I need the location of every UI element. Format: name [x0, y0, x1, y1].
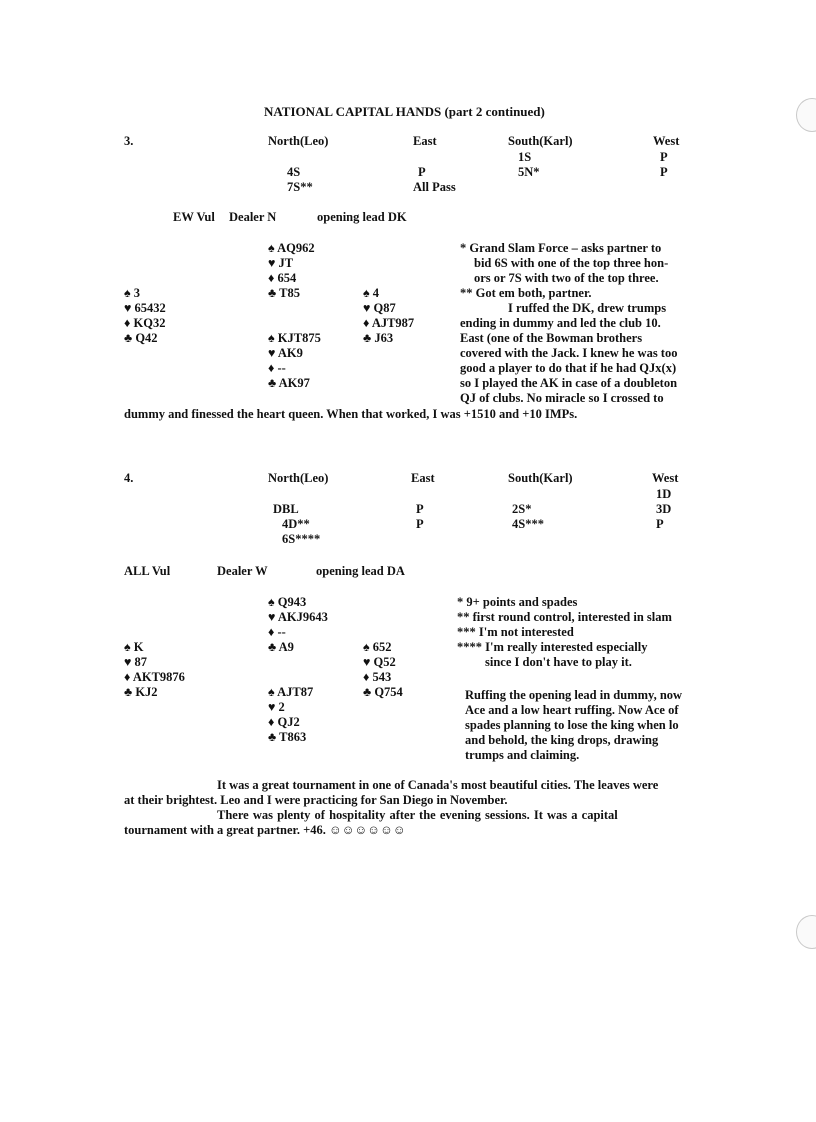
hand-3-dealer: Dealer N: [229, 210, 277, 224]
closing-paragraph-1-line-2: at their brightest. Leo and I were practicing for San Diego in November.: [124, 793, 508, 807]
hand-3-east-spades: ♠ 4: [363, 286, 380, 300]
hand-4-dealer: Dealer W: [217, 564, 268, 578]
hand-4-number: 4.: [124, 471, 134, 485]
hand-3-east-clubs: ♣ J63: [363, 331, 394, 345]
hand-3-bid-r2-south: 5N*: [518, 165, 540, 179]
hand-4-bid-r2-west: 3D: [656, 502, 672, 516]
hand-3-north-hearts: ♥ JT: [268, 256, 294, 270]
hand-3-north-clubs: ♣ T85: [268, 286, 300, 300]
hand-4-bid-r3-north: 4D**: [282, 517, 310, 531]
hand-4-bid-r3-south: 4S***: [512, 517, 544, 531]
hand-4-note-5: since I don't have to play it.: [485, 655, 632, 669]
hand-3-commentary-6: so I played the AK in case of a doubleton: [460, 376, 678, 390]
hand-3-bid-r1-west: P: [660, 150, 668, 164]
hand-4-east-clubs: ♣ Q754: [363, 685, 403, 699]
hand-4-commentary-4: and behold, the king drops, drawing: [465, 733, 659, 747]
hand-4-opening-lead: opening lead DA: [316, 564, 405, 578]
hand-3-bid-r2-west: P: [660, 165, 668, 179]
hand-4-south-clubs: ♣ T863: [268, 730, 307, 744]
hand-3-north-spades: ♠ AQ962: [268, 241, 315, 255]
hand-3-commentary-1: I ruffed the DK, drew trumps: [508, 301, 667, 315]
hand-4-east-hearts: ♥ Q52: [363, 655, 396, 669]
hand-3-header-north: North(Leo): [268, 134, 329, 148]
closing-paragraph-2-line-2: tournament with a great partner. +46. ☺☺☺☺☺☺: [124, 823, 406, 837]
closing-paragraph-1-line-1: It was a great tournament in one of Canada's most beautiful cities. The leaves were: [217, 778, 659, 792]
hand-3-note-1: * Grand Slam Force – asks partner to: [460, 241, 662, 255]
hand-3-south-clubs: ♣ AK97: [268, 376, 310, 390]
hand-4-note-3: *** I'm not interested: [457, 625, 574, 639]
hand-4-west-diamonds: ♦ AKT9876: [124, 670, 185, 684]
hand-3-number: 3.: [124, 134, 134, 148]
hand-3-commentary-3: East (one of the Bowman brothers: [460, 331, 643, 345]
hand-4-note-4: **** I'm really interested especially: [457, 640, 648, 654]
hand-3-header-south: South(Karl): [508, 134, 573, 148]
hand-4-vulnerability: ALL Vul: [124, 564, 171, 578]
hand-3-note-3: ors or 7S with two of the top three.: [474, 271, 659, 285]
hand-3-vulnerability: EW Vul: [173, 210, 215, 224]
hand-4-header-south: South(Karl): [508, 471, 573, 485]
hand-4-north-hearts: ♥ AKJ9643: [268, 610, 328, 624]
hand-3-bid-r3-east: All Pass: [413, 180, 456, 194]
hand-4-south-diamonds: ♦ QJ2: [268, 715, 300, 729]
hand-3-west-hearts: ♥ 65432: [124, 301, 166, 315]
hand-4-bid-r2-east: P: [416, 502, 424, 516]
hand-4-west-hearts: ♥ 87: [124, 655, 148, 669]
hand-4-north-clubs: ♣ A9: [268, 640, 294, 654]
hand-3-east-hearts: ♥ Q87: [363, 301, 396, 315]
hand-3-header-east: East: [413, 134, 437, 148]
hand-3-opening-lead: opening lead DK: [317, 210, 407, 224]
hand-4-commentary-2: Ace and a low heart ruffing. Now Ace of: [465, 703, 679, 717]
hand-3-south-spades: ♠ KJT875: [268, 331, 321, 345]
hand-4-commentary-3: spades planning to lose the king when lo: [465, 718, 679, 732]
hand-3-north-diamonds: ♦ 654: [268, 271, 297, 285]
hand-3-header-west: West: [653, 134, 680, 148]
hand-3-commentary-4: covered with the Jack. I knew he was too: [460, 346, 678, 360]
hand-4-bid-r1-west: 1D: [656, 487, 672, 501]
hand-4-note-2: ** first round control, interested in slam: [457, 610, 672, 624]
hand-3-commentary-5: good a player to do that if he had QJx(x): [460, 361, 677, 375]
hand-4-east-diamonds: ♦ 543: [363, 670, 392, 684]
hand-4-west-clubs: ♣ KJ2: [124, 685, 158, 699]
page-title: NATIONAL CAPITAL HANDS (part 2 continued): [264, 104, 545, 119]
hand-4-commentary-5: trumps and claiming.: [465, 748, 580, 762]
hand-3-commentary-7: QJ of clubs. No miracle so I crossed to: [460, 391, 664, 405]
hand-4-south-hearts: ♥ 2: [268, 700, 285, 714]
hand-3-east-diamonds: ♦ AJT987: [363, 316, 415, 330]
hand-3-note-2: bid 6S with one of the top three hon-: [474, 256, 669, 270]
punch-hole-bottom: [796, 915, 816, 949]
hand-4-header-west: West: [652, 471, 679, 485]
hand-4-bid-r3-west: P: [656, 517, 664, 531]
hand-3-west-clubs: ♣ Q42: [124, 331, 158, 345]
hand-4-bid-r4-north: 6S****: [282, 532, 321, 546]
hand-4-bid-r2-south: 2S*: [512, 502, 532, 516]
hand-4-north-spades: ♠ Q943: [268, 595, 307, 609]
hand-4-note-1: * 9+ points and spades: [457, 595, 578, 609]
hand-3-note-4: ** Got em both, partner.: [460, 286, 592, 300]
hand-3-bid-r1-south: 1S: [518, 150, 532, 164]
hand-4-header-east: East: [411, 471, 435, 485]
hand-3-south-hearts: ♥ AK9: [268, 346, 303, 360]
hand-3-bid-r3-north: 7S**: [287, 180, 313, 194]
hand-4-bid-r3-east: P: [416, 517, 424, 531]
hand-3-west-diamonds: ♦ KQ32: [124, 316, 166, 330]
hand-4-commentary-1: Ruffing the opening lead in dummy, now: [465, 688, 683, 702]
hand-3-bid-r2-east: P: [418, 165, 426, 179]
hand-4-north-diamonds: ♦ --: [268, 625, 286, 639]
hand-4-header-north: North(Leo): [268, 471, 329, 485]
hand-4-west-spades: ♠ K: [124, 640, 144, 654]
punch-hole-top: [796, 98, 816, 132]
closing-paragraph-2-line-1: There was plenty of hospitality after the evening sessions. It was a capital: [217, 808, 618, 822]
hand-3-south-diamonds: ♦ --: [268, 361, 286, 375]
hand-3-west-spades: ♠ 3: [124, 286, 141, 300]
hand-4-bid-r2-north: DBL: [273, 502, 299, 516]
hand-4-east-spades: ♠ 652: [363, 640, 392, 654]
hand-3-commentary-2: ending in dummy and led the club 10.: [460, 316, 661, 330]
hand-3-commentary-8: dummy and finessed the heart queen. When that worked, I was +1510 and +10 IMPs.: [124, 407, 578, 421]
hand-3-bid-r2-north: 4S: [287, 165, 301, 179]
hand-4-south-spades: ♠ AJT87: [268, 685, 314, 699]
